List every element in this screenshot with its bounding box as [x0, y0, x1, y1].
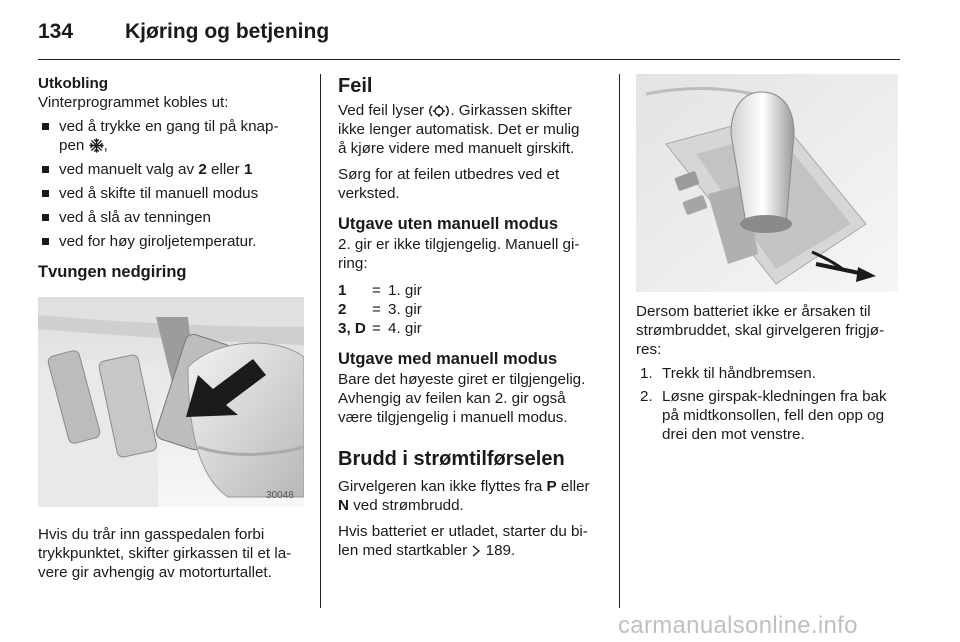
- gearbox-fault-icon: [428, 104, 450, 118]
- heading-with-manual-mode: Utgave med manuell modus: [338, 350, 558, 368]
- intro-text: Vinterprogrammet kobles ut:: [38, 94, 229, 111]
- release-steps: [636, 364, 910, 444]
- site-watermark: carmanualsonline.info: [618, 612, 858, 639]
- column-left: [38, 74, 306, 582]
- list-item: 2. Løsne girspak-kledningen fra bak på midtkonsollen, fell den opp og drei den mot venstre.: [640, 388, 887, 443]
- column-right: [636, 74, 910, 444]
- heading-feil: Feil: [338, 75, 373, 97]
- heading-tvungen-nedgiring: Tvungen nedgiring: [38, 263, 187, 281]
- snowflake-icon: [89, 138, 104, 153]
- gear-selector-illustration: [636, 74, 898, 292]
- fault-text: Ved feil lyser . Girkassen skifter ikke lenger automatisk. Det er mulig å kjøre videre med manuelt girskift.: [338, 102, 580, 157]
- table-row: 1 = 1. gir: [338, 282, 422, 299]
- page-header: [38, 20, 900, 60]
- page-reference-link[interactable]: 189.: [485, 542, 516, 559]
- list-item: ved for høy giroljetemperatur.: [42, 232, 306, 251]
- bullet-square-icon: [42, 166, 49, 173]
- bullet-square-icon: [42, 190, 49, 197]
- list-item: ved å trykke en gang til på knap- pen ,: [42, 117, 306, 155]
- bullet-list: [38, 117, 306, 251]
- page-reference-icon[interactable]: [471, 545, 481, 557]
- list-item: 1. Trekk til håndbremsen.: [640, 365, 816, 382]
- kickdown-illustration: [38, 297, 304, 507]
- power-text-1: Girvelgeren kan ikke flyttes fra P eller N ved strømbrudd.: [338, 478, 590, 514]
- kickdown-text: Hvis du trår inn gasspedalen forbi trykkpunktet, skifter girkassen til et la- vere gir avhengig av motorturtallet.: [38, 526, 292, 581]
- bullet-square-icon: [42, 214, 49, 221]
- without-manual-text: 2. gir er ikke tilgjengelig. Manuell gi- ring:: [338, 236, 580, 272]
- table-row: 3, D = 4. gir: [338, 320, 422, 337]
- heading-without-manual-mode: Utgave uten manuell modus: [338, 215, 559, 233]
- list-item: ved å slå av tenningen: [42, 208, 306, 227]
- page-number: 134: [38, 20, 74, 43]
- figure-kickdown-pedal: [38, 297, 304, 507]
- list-item: ved å skifte til manuell modus: [42, 184, 306, 203]
- heading-power-interruption: Brudd i strømtilførselen: [338, 448, 565, 470]
- chapter-title: Kjøring og betjening: [125, 20, 330, 43]
- figure-gear-selector: [636, 74, 898, 292]
- bullet-square-icon: [42, 238, 49, 245]
- release-intro: Dersom batteriet ikke er årsaken til strømbruddet, skal girvelgeren frigjø- res:: [636, 303, 885, 358]
- column-divider-right: [619, 74, 620, 608]
- column-middle: [338, 74, 610, 560]
- list-item: ved manuelt valg av 2 eller 1: [42, 160, 306, 179]
- with-manual-text: Bare det høyeste giret er tilgjengelig. Avhengig av feilen kan 2. gir også være tilgjengelig i manuell modus.: [338, 371, 586, 426]
- bullet-square-icon: [42, 123, 49, 130]
- power-text-2: Hvis batteriet er utladet, starter du bi- len med startkabler 189.: [338, 523, 588, 559]
- table-row: 2 = 3. gir: [338, 301, 422, 318]
- gear-table: [338, 281, 610, 338]
- subheading-utkobling: Utkobling: [38, 75, 109, 92]
- figure-id-label: 30048: [266, 490, 294, 501]
- column-divider-left: [320, 74, 321, 608]
- workshop-text: Sørg for at feilen utbedres ved et verksted.: [338, 166, 560, 202]
